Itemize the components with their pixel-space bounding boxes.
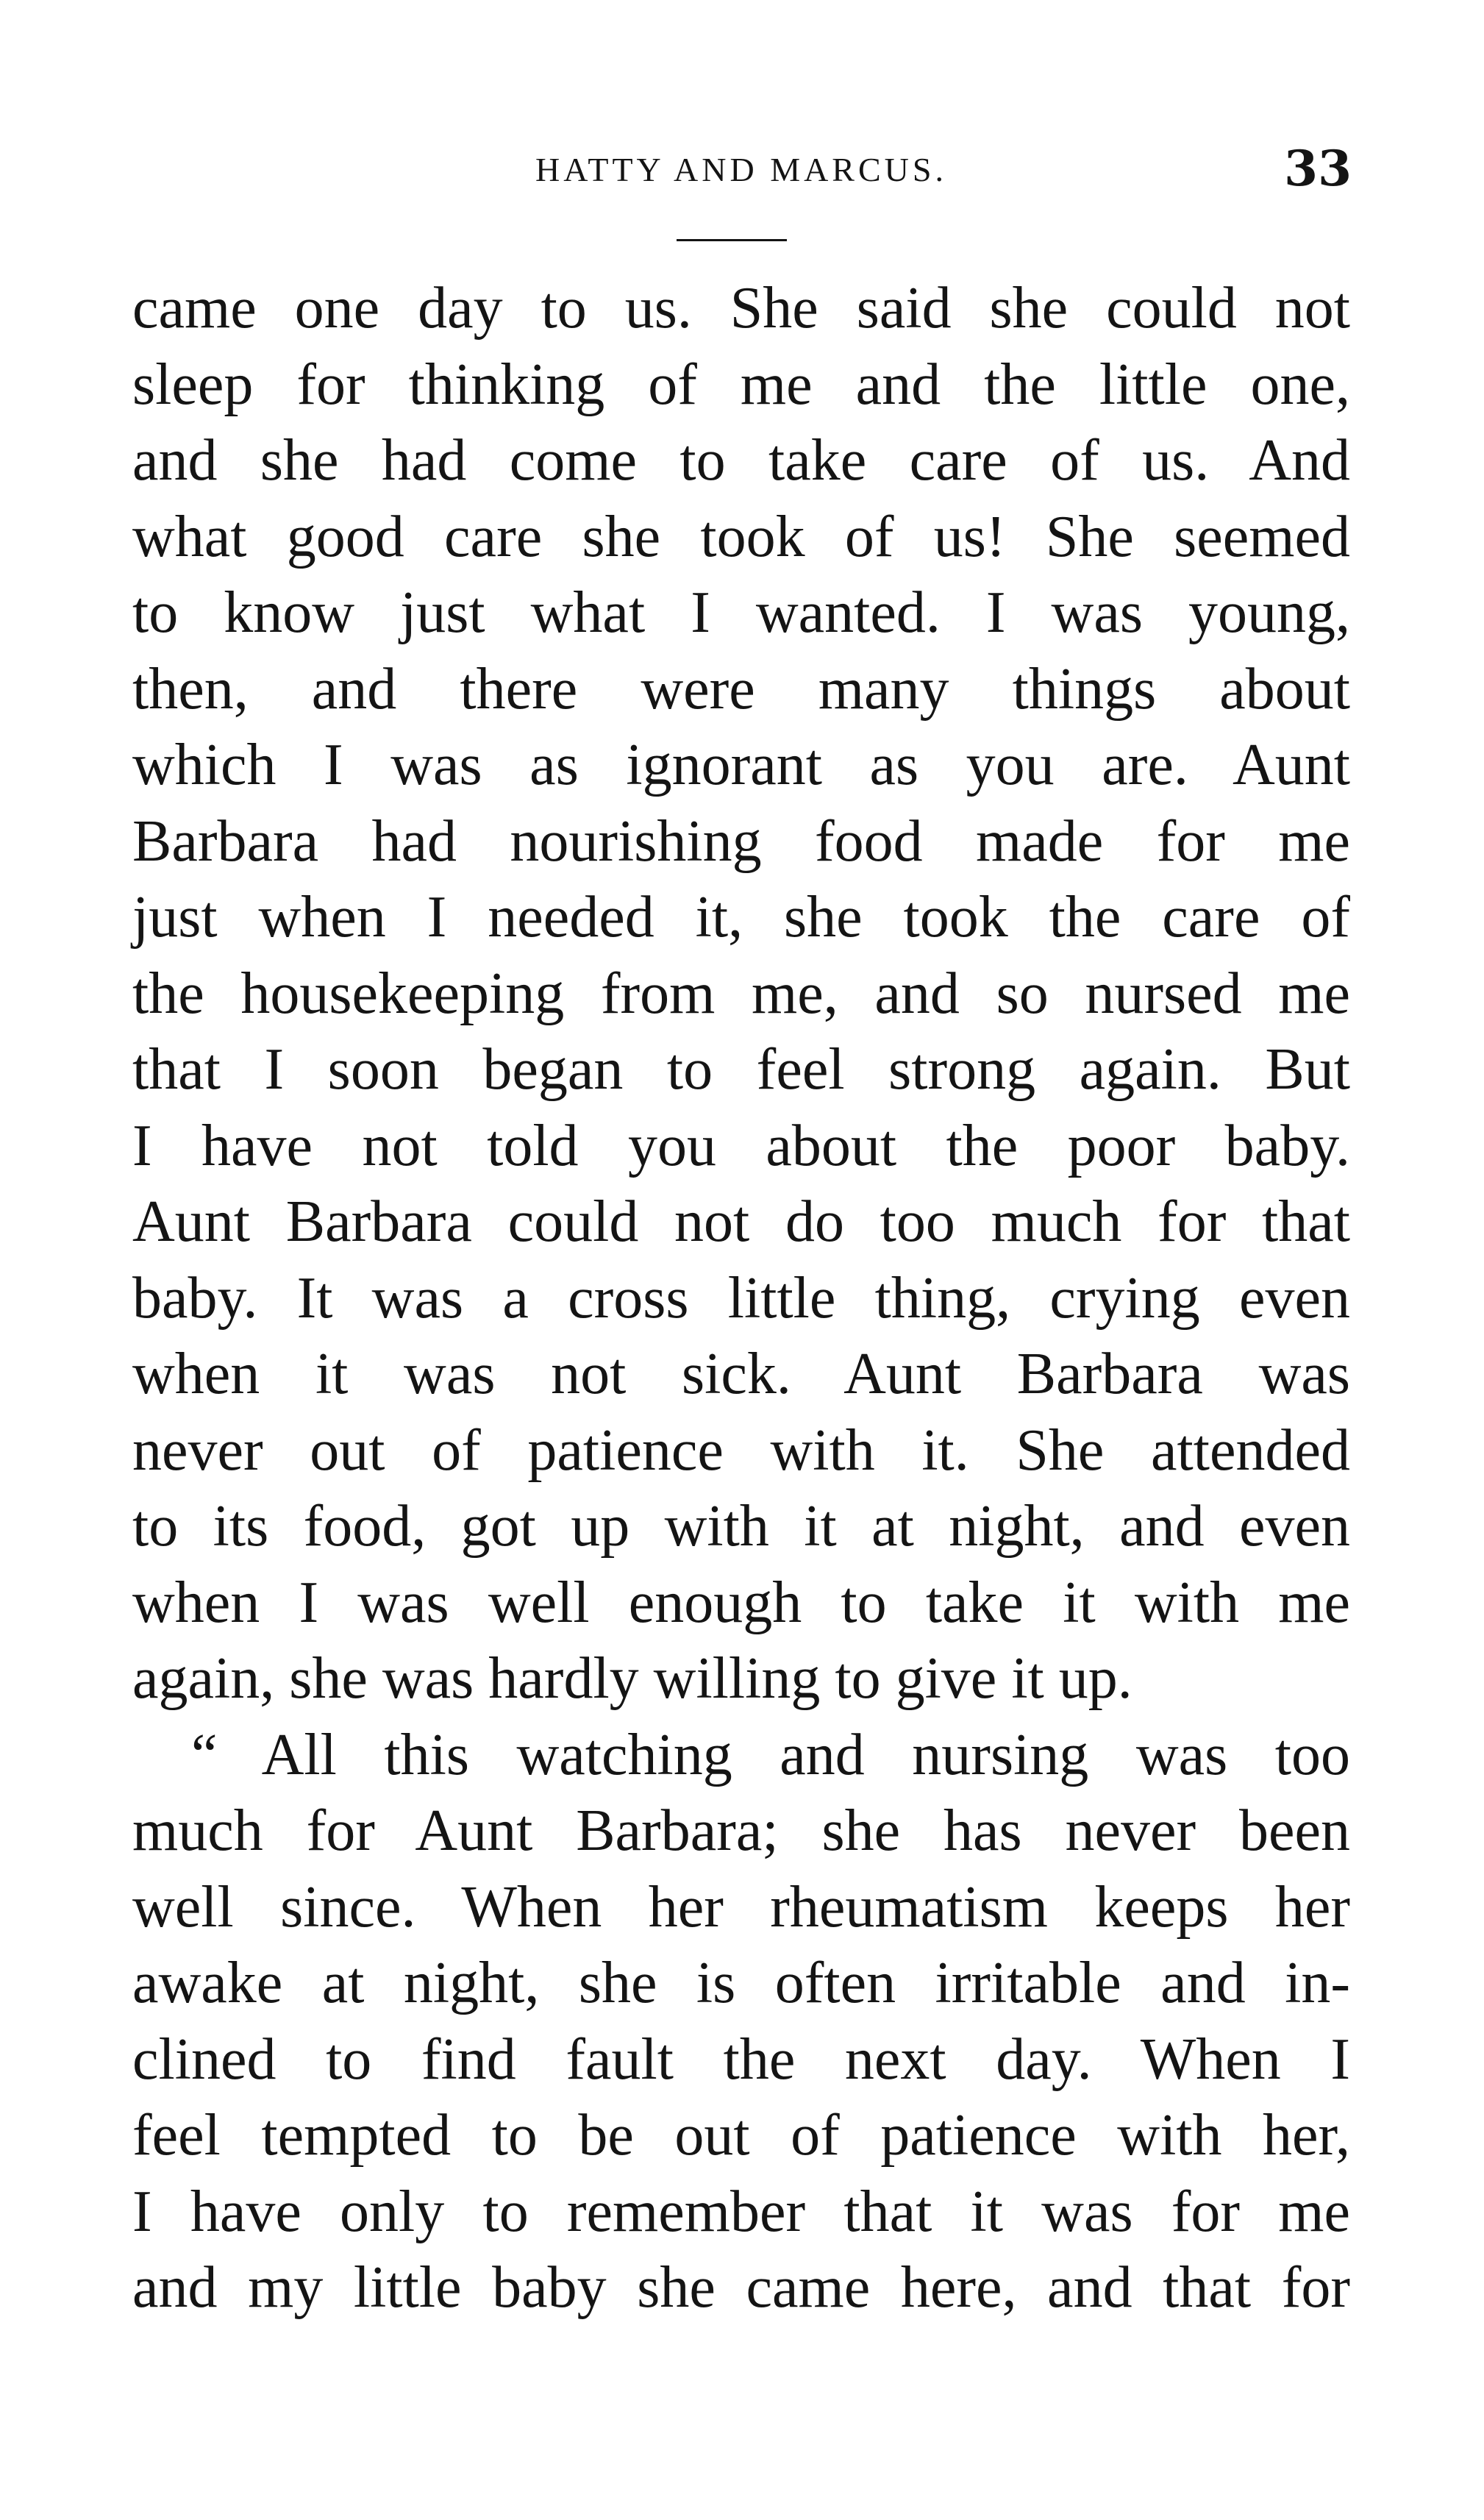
text-line: clined to find fault the next day. When I [132, 2026, 1350, 2092]
running-title: HATTY AND MARCUS. [535, 151, 947, 188]
text-line: when I was well enough to take it with me [132, 1570, 1350, 1635]
text-line: came one day to us. She said she could not [132, 276, 1350, 341]
text-line: feel tempted to be out of patience with her, [132, 2103, 1350, 2168]
text-line: then, and there were many things about [132, 656, 1350, 722]
text-line: I have not told you about the poor baby. [132, 1113, 1350, 1178]
text-line: never out of patience with it. She attended [132, 1417, 1350, 1483]
text-line: baby. It was a cross little thing, crying even [132, 1265, 1350, 1331]
text-line: what good care she took of us! She seemed [132, 504, 1350, 569]
text-line: and she had come to take care of us. And [132, 428, 1350, 493]
text-line: and my little baby she came here, and that for [132, 2255, 1350, 2320]
text-line: to its food, got up with it at night, and even [132, 1494, 1350, 1559]
body-text [132, 271, 1350, 2327]
text-line: Barbara had nourishing food made for me [132, 808, 1350, 874]
text-line: sleep for thinking of me and the little one, [132, 352, 1350, 417]
text-line: much for Aunt Barbara; she has never been [132, 1798, 1350, 1863]
page-number: 33 [1284, 140, 1352, 197]
paragraph-end-line: again, she was hardly willing to give it up. [132, 1646, 1132, 1711]
text-line: that I soon began to feel strong again. But [132, 1037, 1350, 1102]
text-line: when it was not sick. Aunt Barbara was [132, 1342, 1350, 1406]
header-rule [677, 239, 787, 241]
text-line: just when I needed it, she took the care of [132, 885, 1350, 950]
text-line: I have only to remember that it was for me [132, 2179, 1350, 2244]
text-line: Aunt Barbara could not do too much for that [132, 1189, 1350, 1254]
paragraph-start-line: “ All this watching and nursing was too [191, 1722, 1350, 1787]
text-line: the housekeeping from me, and so nursed me [132, 961, 1350, 1026]
text-line: well since. When her rheumatism keeps her [132, 1874, 1350, 1940]
text-line: awake at night, she is often irritable and in- [132, 1951, 1350, 2015]
text-line: which I was as ignorant as you are. Aunt [132, 733, 1350, 797]
running-head [131, 140, 1352, 203]
text-line: to know just what I wanted. I was young, [132, 580, 1350, 645]
